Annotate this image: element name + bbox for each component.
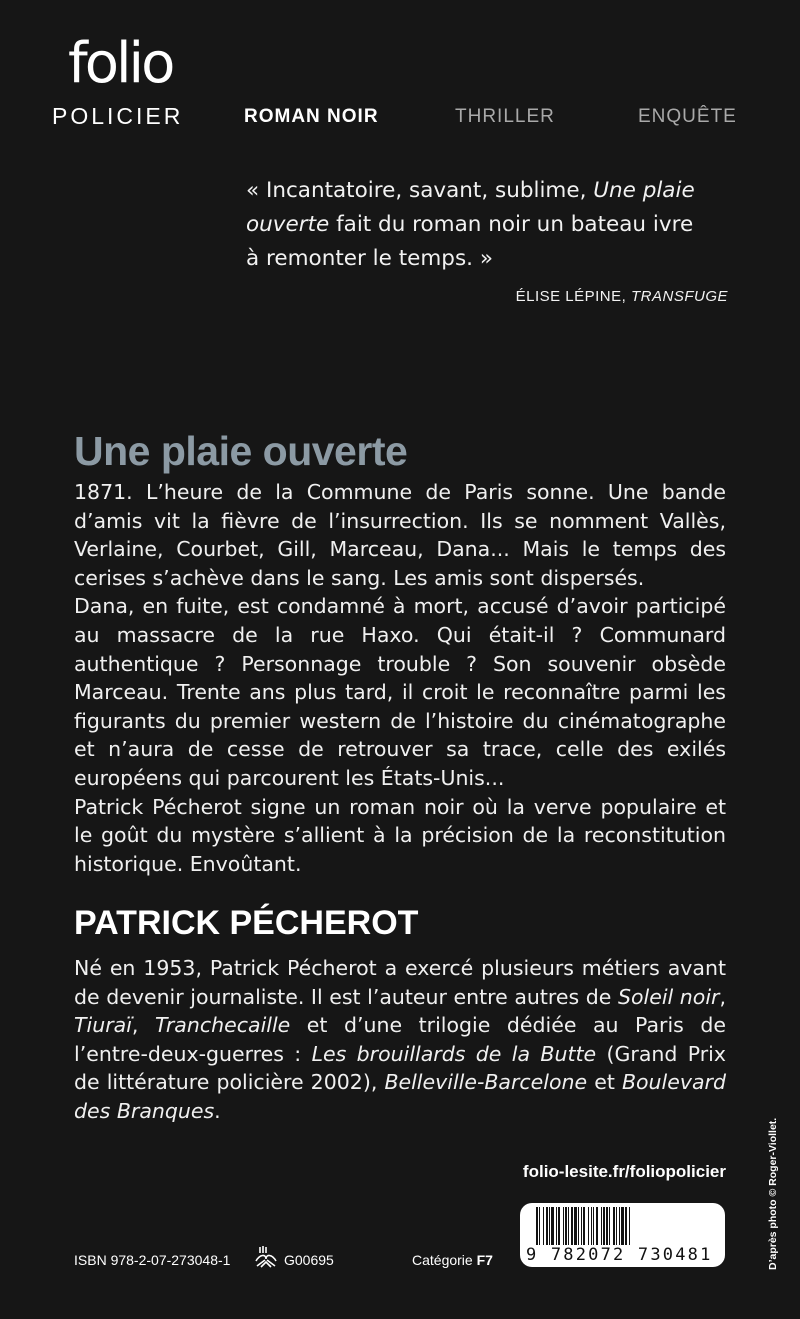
bio-text: (Grand Prix de littérature policière 2002), <box>74 1041 727 1095</box>
barcode-digits: 9 782072 730481 <box>526 1245 713 1265</box>
bio-work-title: Les brouillards de la Butte <box>311 1041 597 1066</box>
quote-author: ÉLISE LÉPINE, <box>515 288 631 305</box>
quote-publication: TRANSFUGE <box>630 288 728 305</box>
publisher-seal-icon <box>253 1244 279 1274</box>
category <box>412 1252 493 1268</box>
bio-work-title: Tiuraï <box>74 1013 132 1038</box>
bio-text: , <box>131 1013 155 1038</box>
bio-text: , <box>719 984 726 1009</box>
author-name: PATRICK PÉCHEROT <box>74 904 419 942</box>
bio-text: et d’une trilogie dédiée au Paris de l’entre-deux-guerres : <box>74 1013 726 1066</box>
category-value: F7 <box>476 1252 493 1268</box>
genre-roman-noir: ROMAN NOIR <box>244 106 379 127</box>
product-code: G00695 <box>284 1252 334 1268</box>
synopsis-paragraph: Patrick Pécherot signe un roman noir où la verve populaire et le goût du mystère s’allient à la précision de la reconstitution historique. Envoûtant. <box>74 794 726 876</box>
collection-name: POLICIER <box>52 103 184 129</box>
quote-text-start: « Incantatoire, savant, sublime, <box>246 178 594 203</box>
isbn: ISBN 978-2-07-273048-1 <box>74 1252 231 1268</box>
bio-work-title: Tranchecaille <box>154 1013 291 1038</box>
bio-work-title: Belleville-Barcelone <box>384 1070 588 1095</box>
quote-text-end: fait du roman noir un bateau ivre à remonter le temps. » <box>246 212 694 271</box>
bio-text: . <box>214 1098 221 1123</box>
bio-text: Né en 1953, Patrick Pécherot a exercé plusieurs métiers avant de devenir journaliste. Il est l’auteur entre autres de <box>74 956 726 1009</box>
bio-work-title: Soleil noir <box>617 984 720 1009</box>
quote-book-title: Une plaie ouverte <box>246 178 695 237</box>
genre-thriller: THRILLER <box>455 106 555 127</box>
bio-work-title: Boulevard des Branques <box>74 1070 726 1123</box>
book-title: Une plaie ouverte <box>74 428 408 474</box>
website-link[interactable]: folio-lesite.fr/foliopolicier <box>522 1162 726 1181</box>
folio-logo: folio <box>68 31 173 96</box>
photo-credit: D’après photo © Roger-Viollet. <box>767 1117 779 1270</box>
barcode <box>520 1203 725 1267</box>
quote-source <box>516 288 728 305</box>
author-bio <box>74 954 726 1126</box>
press-quote <box>246 174 706 276</box>
genre-enquete: ENQUÊTE <box>638 106 737 127</box>
bio-text: et <box>587 1070 622 1095</box>
synopsis-paragraph: Dana, en fuite, est condamné à mort, accusé d’avoir participé au massacre de la rue Haxo. Qui était-il ? Communard authentique ? Personnage trouble ? Son souvenir obsède Marceau. Trente ans plus tard, il croit le reconnaître parmi les figurants du premier western de l’histoire du cinématographe et n’aura de cesse de retrouver sa trace, celle des exilés européens qui parcourent les États-Unis... <box>74 594 726 790</box>
synopsis <box>74 478 726 878</box>
synopsis-paragraph: 1871. L’heure de la Commune de Paris sonne. Une bande d’amis vit la fièvre de l’insurrection. Ils se nomment Vallès, Verlaine, Courbet, Gill, Marceau, Dana... Mais le temps des cerises s’achève dans le sang. Les amis sont dispersés. <box>74 480 726 590</box>
category-label: Catégorie <box>412 1252 477 1268</box>
